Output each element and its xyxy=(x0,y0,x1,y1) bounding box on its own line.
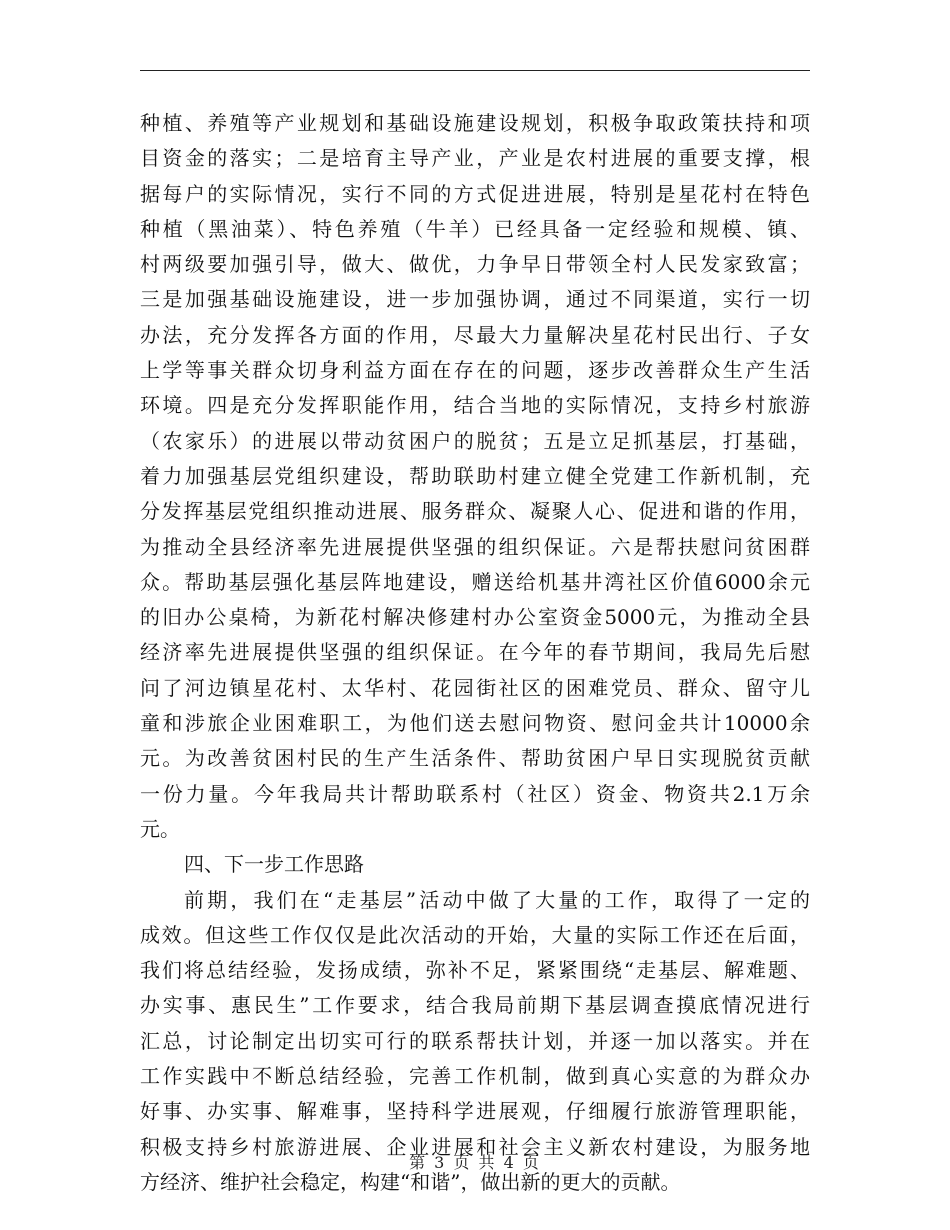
body-line: 童和涉旅企业困难职工，为他们送去慰问物资、慰问金共计10000余 xyxy=(140,711,810,736)
body-line: 我们将总结经验，发扬成绩，弥补不足，紧紧围绕“走基层、解难题、 xyxy=(140,958,810,983)
body-line: 为推动全县经济率先进展提供坚强的组织保证。六是帮扶慰问贫困群 xyxy=(140,534,810,559)
body-line: 分发挥基层党组织推动进展、服务群众、凝聚人心、促进和谐的作用， xyxy=(140,499,810,524)
body-line: 村两级要加强引导，做大、做优，力争早日带领全村人民发家致富； xyxy=(140,252,810,277)
section-heading: 四、下一步工作思路 xyxy=(184,852,364,877)
body-line: 办实事、惠民生”工作要求，结合我局前期下基层调查摸底情况进行 xyxy=(140,993,810,1018)
body-line: 汇总，讨论制定出切实可行的联系帮扶计划，并逐一加以落实。并在 xyxy=(140,1028,810,1053)
body-line: 经济率先进展提供坚强的组织保证。在今年的春节期间，我局先后慰 xyxy=(140,640,810,665)
body-line: 着力加强基层党组织建设，帮助联助村建立健全党建工作新机制，充 xyxy=(140,463,810,488)
body-line: 目资金的落实；二是培育主导产业，产业是农村进展的重要支撑，根 xyxy=(140,146,810,171)
body-line: 三是加强基础设施建设，进一步加强协调，通过不同渠道，实行一切 xyxy=(140,287,810,312)
body-line: 办法，充分发挥各方面的作用，尽最大力量解决星花村民出行、子女 xyxy=(140,322,810,347)
body-line: 方经济、维护社会稳定，构建“和谐”，做出新的更大的贡献。 xyxy=(140,1169,681,1194)
body-line: 成效。但这些工作仅仅是此次活动的开始，大量的实际工作还在后面， xyxy=(140,922,810,947)
body-line: 元。为改善贫困村民的生产生活条件、帮助贫困户早日实现脱贫贡献 xyxy=(140,746,810,771)
body-line: 种植、养殖等产业规划和基础设施建设规划，积极争取政策扶持和项 xyxy=(140,111,810,135)
body-line: 据每户的实际情况，实行不同的方式促进进展，特别是星花村在特色 xyxy=(140,181,810,206)
body-line: 工作实践中不断总结经验，完善工作机制，做到真心实意的为群众办 xyxy=(140,1064,810,1089)
body-line: （农家乐）的进展以带动贫困户的脱贫；五是立足抓基层，打基础， xyxy=(140,428,810,453)
body-line: 种植（黑油菜）、特色养殖（牛羊）已经具备一定经验和规模、镇、 xyxy=(140,216,810,241)
header-rule xyxy=(140,70,810,71)
body-line: 前期，我们在“走基层”活动中做了大量的工作，取得了一定的 xyxy=(184,887,810,912)
body-line: 的旧办公桌椅，为新花村解决修建村办公室资金5000元，为推动全县 xyxy=(140,605,810,630)
document-body xyxy=(140,106,810,1200)
body-line: 好事、办实事、解难事，坚持科学进展观，仔细履行旅游管理职能， xyxy=(140,1099,810,1124)
body-line: 环境。四是充分发挥职能作用，结合当地的实际情况，支持乡村旅游 xyxy=(140,393,810,418)
body-line: 积极支持乡村旅游进展、企业进展和社会主义新农村建设，为服务地 xyxy=(140,1134,810,1159)
body-line: 上学等事关群众切身利益方面在存在的问题，逐步改善群众生产生活 xyxy=(140,358,810,383)
body-line: 问了河边镇星花村、太华村、花园街社区的困难党员、群众、留守儿 xyxy=(140,675,810,700)
body-line: 一份力量。今年我局共计帮助联系村（社区）资金、物资共2.1万余 xyxy=(140,781,810,806)
page-number: 第 3 页 共 4 页 xyxy=(409,1153,541,1172)
body-line: 元。 xyxy=(140,816,180,841)
body-line: 众。帮助基层强化基层阵地建设，赠送给机基井湾社区价值6000余元 xyxy=(140,569,810,594)
